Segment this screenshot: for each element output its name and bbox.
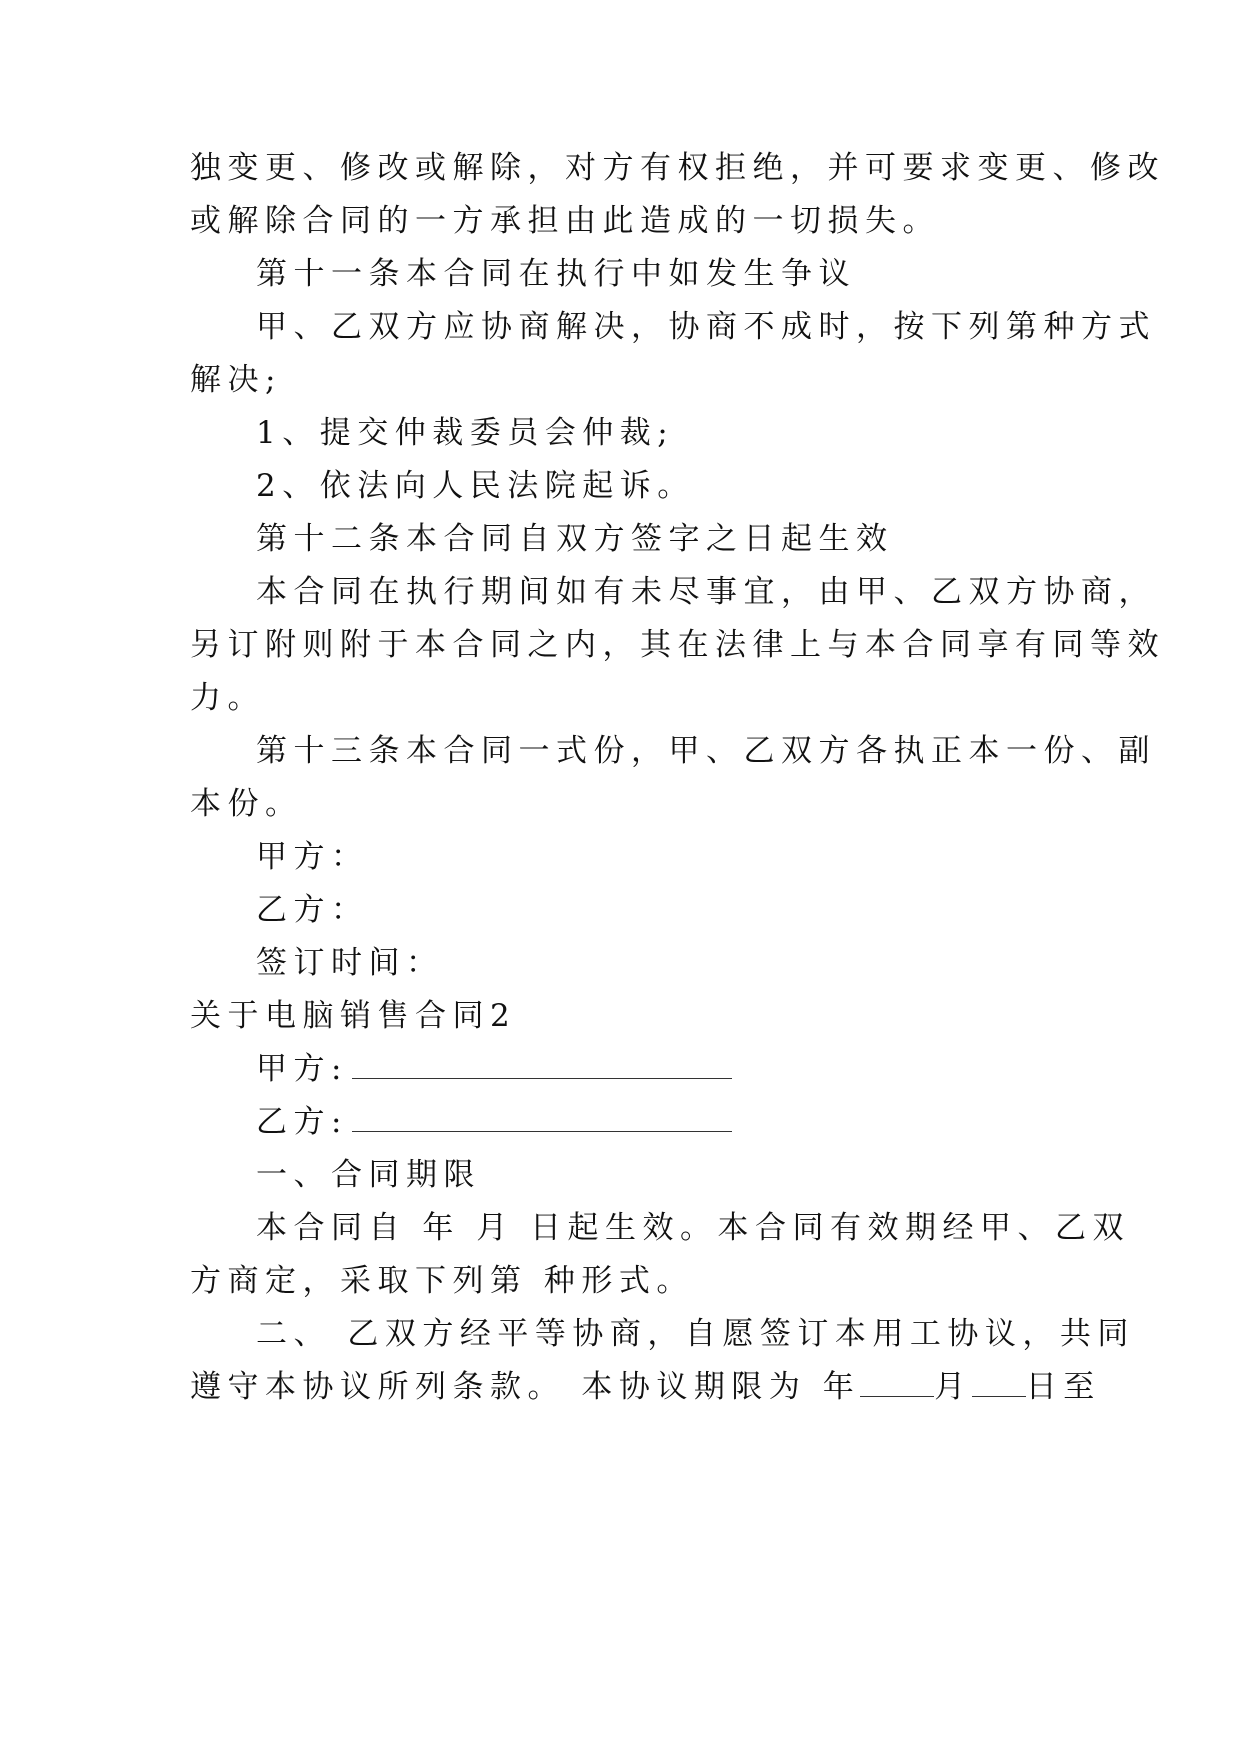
paragraph-line: 另订附则附于本合同之内，其在法律上与本合同享有同等效: [190, 627, 1165, 663]
signing-date-label: 签订时间：: [256, 945, 444, 981]
party-a-blank: [352, 1048, 732, 1079]
month-blank: [860, 1366, 934, 1397]
paragraph-line: 二、 乙双方经平等协商，自愿签订本用工协议，共同: [256, 1316, 1135, 1352]
clause-heading-13: 第十三条本合同一式份，甲、乙双方各执正本一份、副: [256, 733, 1156, 769]
party-b-blank: [352, 1101, 732, 1132]
party-b-field: [256, 1092, 1060, 1152]
paragraph-line: 本合同在执行期间如有未尽事宜，由甲、乙双方协商，: [256, 574, 1156, 610]
day-blank: [972, 1366, 1026, 1397]
party-b-label: 乙方：: [256, 892, 369, 928]
clause-heading-11: 第十一条本合同在执行中如发生争议: [256, 256, 856, 292]
party-a-label: 甲方：: [256, 839, 369, 875]
section-title: 关于电脑销售合同2: [190, 998, 517, 1034]
paragraph-line: 独变更、修改或解除，对方有权拒绝，并可要求变更、修改: [190, 150, 1165, 186]
paragraph-line: 甲、乙双方应协商解决，协商不成时，按下列第种方式: [256, 309, 1156, 345]
clause-heading-12: 第十二条本合同自双方签字之日起生效: [256, 521, 894, 557]
paragraph-line: 本份。: [190, 786, 303, 822]
paragraph-line: 力。: [190, 680, 265, 716]
paragraph-line: 解决;: [190, 362, 282, 398]
month-label: 月: [934, 1369, 972, 1405]
list-item: 1、提交仲裁委员会仲裁;: [256, 415, 675, 451]
term-text: 遵守本协议所列条款。 本协议期限为 年: [190, 1369, 861, 1405]
party-a-field-label: 甲方:: [256, 1051, 348, 1087]
contract-term-heading: 一、合同期限: [256, 1157, 481, 1193]
paragraph-line: 本合同自 年 月 日起生效。本合同有效期经甲、乙双: [256, 1210, 1131, 1246]
party-b-field-label: 乙方:: [256, 1104, 348, 1140]
party-a-field: [256, 1039, 1060, 1099]
paragraph-line: 或解除合同的一方承担由此造成的一切损失。: [190, 203, 940, 239]
term-line: [190, 1357, 1101, 1417]
list-item: 2、依法向人民法院起诉。: [256, 468, 695, 504]
paragraph-line: 方商定，采取下列第 种形式。: [190, 1263, 694, 1299]
day-to-label: 日至: [1025, 1369, 1101, 1405]
